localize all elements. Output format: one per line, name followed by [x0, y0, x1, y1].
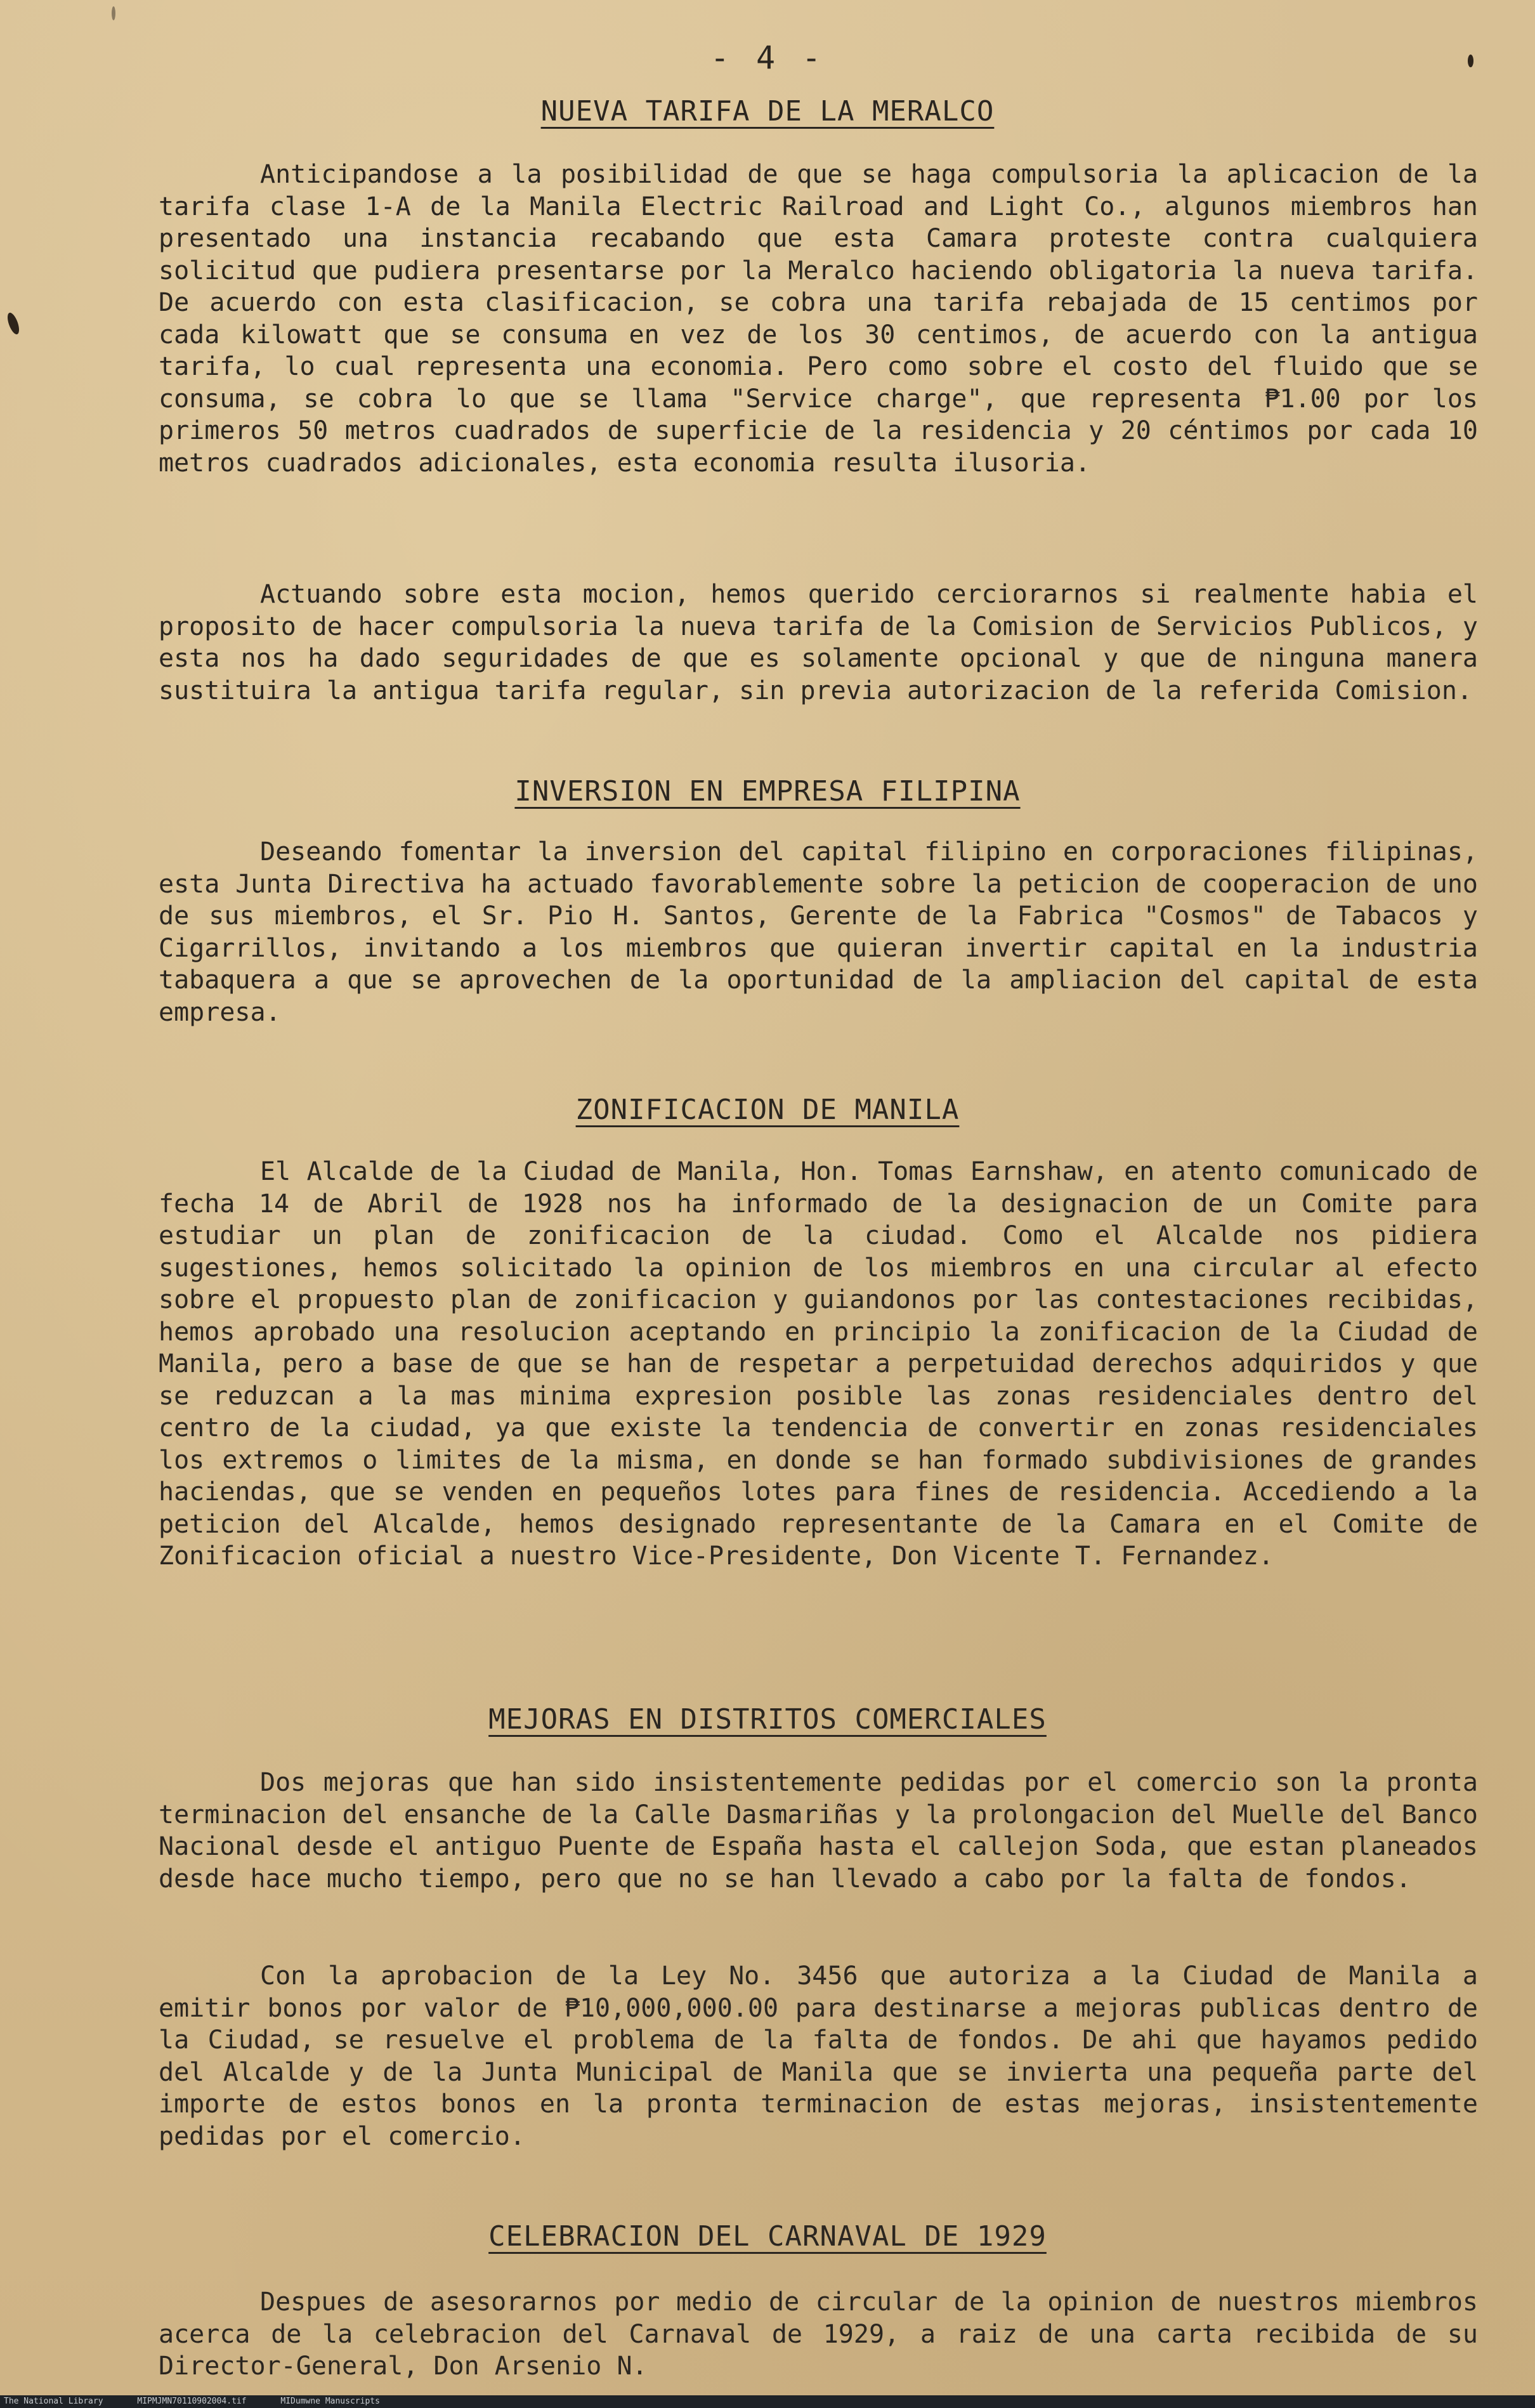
section-heading-mejoras: MEJORAS EN DISTRITOS COMERCIALES: [488, 1703, 1047, 1736]
scan-footer-bar: [0, 2395, 1535, 2408]
section-heading-meralco: NUEVA TARIFA DE LA MERALCO: [540, 95, 995, 128]
paragraph-inversion-1: Deseando fomentar la inversion del capital filipino en corporaciones filipinas, esta Junta Directiva ha actuado favorablemente sobre la peticion de cooperacion de uno de sus miembros, el Sr. Pio H. Santos, Gerente de la Fabrica "Cosmos" de Tabacos y Cigarrillos, invitando a los miembros que quieran invertir capital en la industria tabaquera a que se aprovechen de la oportunidad de la ampliacion del capital de esta empresa.: [159, 837, 1478, 1027]
ink-mark-top-left: [112, 6, 115, 20]
section-heading-carnaval: CELEBRACION DEL CARNAVAL DE 1929: [488, 2220, 1047, 2253]
paragraph-mejoras-2: Con la aprobacion de la Ley No. 3456 que autoriza a la Ciudad de Manila a emitir bonos por valor de ₱10,000,000.00 para destinarse a mejoras publicas dentro de la Ciudad, se resuelve el problema de la falta de fondos. De ahi que hayamos pedido del Alcalde y de la Junta Municipal de Manila que se invierta una pequeña parte del importe de estos bonos en la pronta terminacion de estas mejoras, insistentemente pedidas por el comercio.: [159, 1961, 1478, 2151]
section-heading-zonificacion: ZONIFICACION DE MANILA: [575, 1094, 960, 1126]
paragraph-mejoras-1: Dos mejoras que han sido insistentemente pedidas por el comercio son la pronta terminacion del ensanche de la Calle Dasmariñas y la prolongacion del Muelle del Banco Nacional desde el antiguo Puente de España hasta el callejon Soda, que estan planeados desde hace mucho tiempo, pero que no se han llevado a cabo por la falta de fondos.: [159, 1768, 1478, 1894]
paragraph-carnaval-1: Despues de asesorarnos por medio de circular de la opinion de nuestros miembros acerca de la celebracion del Carnaval de 1929, a raiz de una carta recibida de su Director-General, Don Arsenio N.: [159, 2287, 1478, 2381]
paragraph-meralco-1: Anticipandose a la posibilidad de que se haga compulsoria la aplicacion de la tarifa clase 1-A de la Manila Electric Railroad and Light Co., algunos miembros han presentado una instancia recabando que esta Camara proteste contra cualquiera solicitud que pudiera presentarse por la Meralco haciendo obligatoria la nueva tarifa. De acuerdo con esta clasificacion, se cobra una tarifa rebajada de 15 centimos por cada kilowatt que se consuma en vez de los 30 centimos, de acuerdo con la antigua tarifa, lo cual representa una economia. Pero como sobre el costo del fluido que se consuma, se cobra lo que se llama "Service charge", que representa ₱1.00 por los primeros 50 metros cuadrados de superficie de la residencia y 20 céntimos por cada 10 metros cuadrados adicionales, esta economia resulta ilusoria.: [159, 160, 1478, 478]
ink-smudge-left: [5, 311, 21, 336]
ink-mark-top-right: [1468, 55, 1473, 67]
paragraph-zonificacion-1: El Alcalde de la Ciudad de Manila, Hon. Tomas Earnshaw, en atento comunicado de fecha 14 de Abril de 1928 nos ha informado de la designacion de un Comite para estudiar un plan de zonificacion de la ciudad. Como el Alcalde nos pidiera sugestiones, hemos solicitado la opinion de los miembros en una circular al efecto sobre el propuesto plan de zonificacion y guiandonos por las contestaciones recibidas, hemos aprobado una resolucion aceptando en principio la zonificacion de la Ciudad de Manila, pero a base de que se han de respetar a perpetuidad derechos adquiridos y que se reduzcan a la mas minima expresion posible las zonas residenciales dentro del centro de la ciudad, ya que existe la tendencia de convertir en zonas residenciales los extremos o limites de la misma, en donde se han formado subdivisiones de grandes haciendas, que se venden en pequeños lotes para fines de residencia. Accediendo a la peticion del Alcalde, hemos designado representante de la Camara en el Comite de Zonificacion oficial a nuestro Vice-Presidente, Don Vicente T. Fernandez.: [159, 1157, 1478, 1571]
paragraph-meralco-2: Actuando sobre esta mocion, hemos querido cerciorarnos si realmente habia el proposito de hacer compulsoria la nueva tarifa de la Comision de Servicios Publicos, y esta nos ha dado seguridades de que es solamente opcional y que de ninguna manera sustituira la antigua tarifa regular, sin previa autorizacion de la referida Comision.: [159, 580, 1478, 705]
section-heading-inversion: INVERSION EN EMPRESA FILIPINA: [514, 775, 1021, 808]
footer-collection: MIDumwne Manuscripts: [280, 2397, 380, 2406]
page-number: - 4 -: [710, 39, 825, 76]
footer-file-id: MIPMJMN70110902004.tif: [137, 2397, 247, 2406]
footer-library: The National Library: [4, 2397, 103, 2406]
